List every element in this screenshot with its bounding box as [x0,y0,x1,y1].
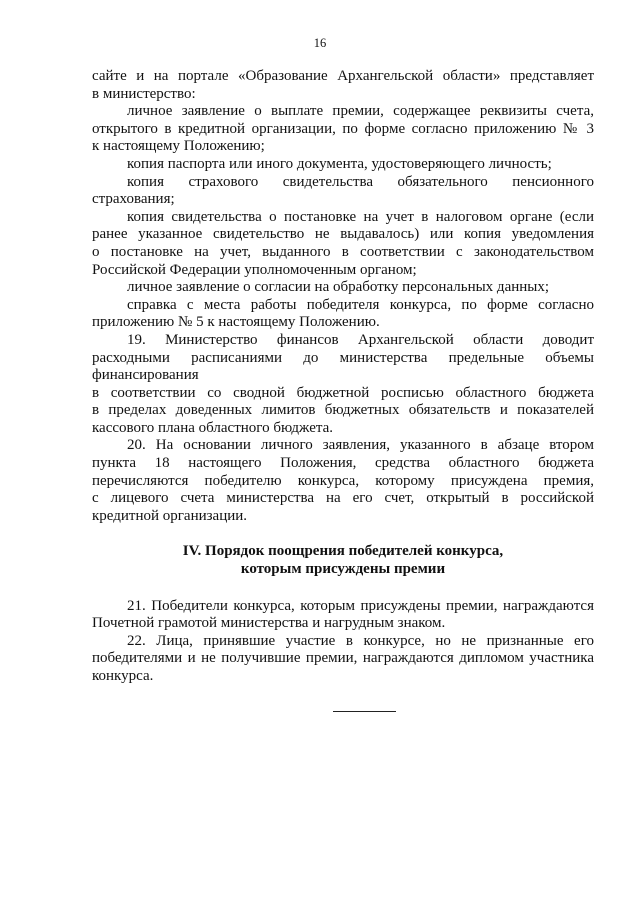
paragraph [92,297,594,332]
section-heading-line: которым присуждены премии [240,561,446,578]
text-line: финансирования [92,367,199,384]
text-line: копия страхового свидетельства обязательного пенсионного [127,173,594,190]
text-line: кредитной организации. [92,507,248,524]
text-line: победителями и не получившие премии, награждаются дипломом участника [92,650,594,667]
text-line: справка с места работы победителя конкурса, по форме согласно [127,296,594,313]
paragraph [92,156,594,174]
paragraph [92,209,594,279]
text-line: перечисляются победителю конкурса, которому присуждена премия, [92,472,594,489]
paragraph [92,332,594,438]
paragraph [92,174,594,209]
paragraph [92,103,594,156]
page-number: 16 [313,36,327,50]
paragraph [92,437,594,525]
text-line: Российской Федерации уполномоченным органом; [92,261,417,278]
text-line: конкурса. [92,668,154,684]
text-line: копия свидетельства о постановке на учет в налоговом органе (если [127,208,594,225]
text-line: 19. Министерство финансов Архангельской области доводит [127,331,594,348]
body-text [92,68,594,686]
text-line: сайте и на портале «Образование Архангельской области» представляет [92,68,594,84]
section-heading-line: IV. Порядок поощрения победителей конкурса, [182,543,504,560]
text-line: открытого в кредитной организации, по форме согласно приложению № 3 [92,120,594,137]
text-line: Почетной грамотой министерства и нагрудным знаком. [92,615,446,632]
paragraph [92,68,594,103]
text-line: пункта 18 настоящего Положения, средства областного бюджета [92,455,594,472]
paragraph [92,279,594,297]
text-line: в пределах доведенных лимитов бюджетных обязательств и показателей [92,402,594,419]
text-line: о постановке на учет, выданного в соответствии с законодательством [92,243,594,260]
text-line: в соответствии со сводной бюджетной росписью областного бюджета [92,384,594,401]
paragraphs-top [92,68,594,525]
text-line: с лицевого счета министерства на его счет, открытый в российской [92,490,594,507]
paragraphs-bottom [92,598,594,686]
paragraph [92,633,594,686]
text-line: страхования; [92,191,175,208]
section-heading [92,543,594,578]
text-line: в министерство: [92,85,196,102]
text-line: 21. Победители конкурса, которым присуждены премии, награждаются [127,597,594,614]
text-line: личное заявление о выплате премии, содержащее реквизиты счета, [127,103,594,120]
text-line: приложению № 5 к настоящему Положению. [92,314,380,331]
text-line: 20. На основании личного заявления, указанного в абзаце втором [127,437,594,454]
text-line: расходными расписаниями до министерства предельные объемы [92,349,594,366]
text-line: личное заявление о согласии на обработку персональных данных; [127,279,550,296]
end-of-document-line [333,711,396,712]
text-line: 22. Лица, принявшие участие в конкурсе, но не признанные его [127,632,594,649]
text-line: кассового плана областного бюджета. [92,419,333,436]
paragraph [92,598,594,633]
text-line: ранее указанное свидетельство не выдавалось) или копия уведомления [92,226,594,243]
text-line: к настоящему Положению; [92,138,265,155]
text-line: копия паспорта или иного документа, удостоверяющего личность; [127,155,552,172]
